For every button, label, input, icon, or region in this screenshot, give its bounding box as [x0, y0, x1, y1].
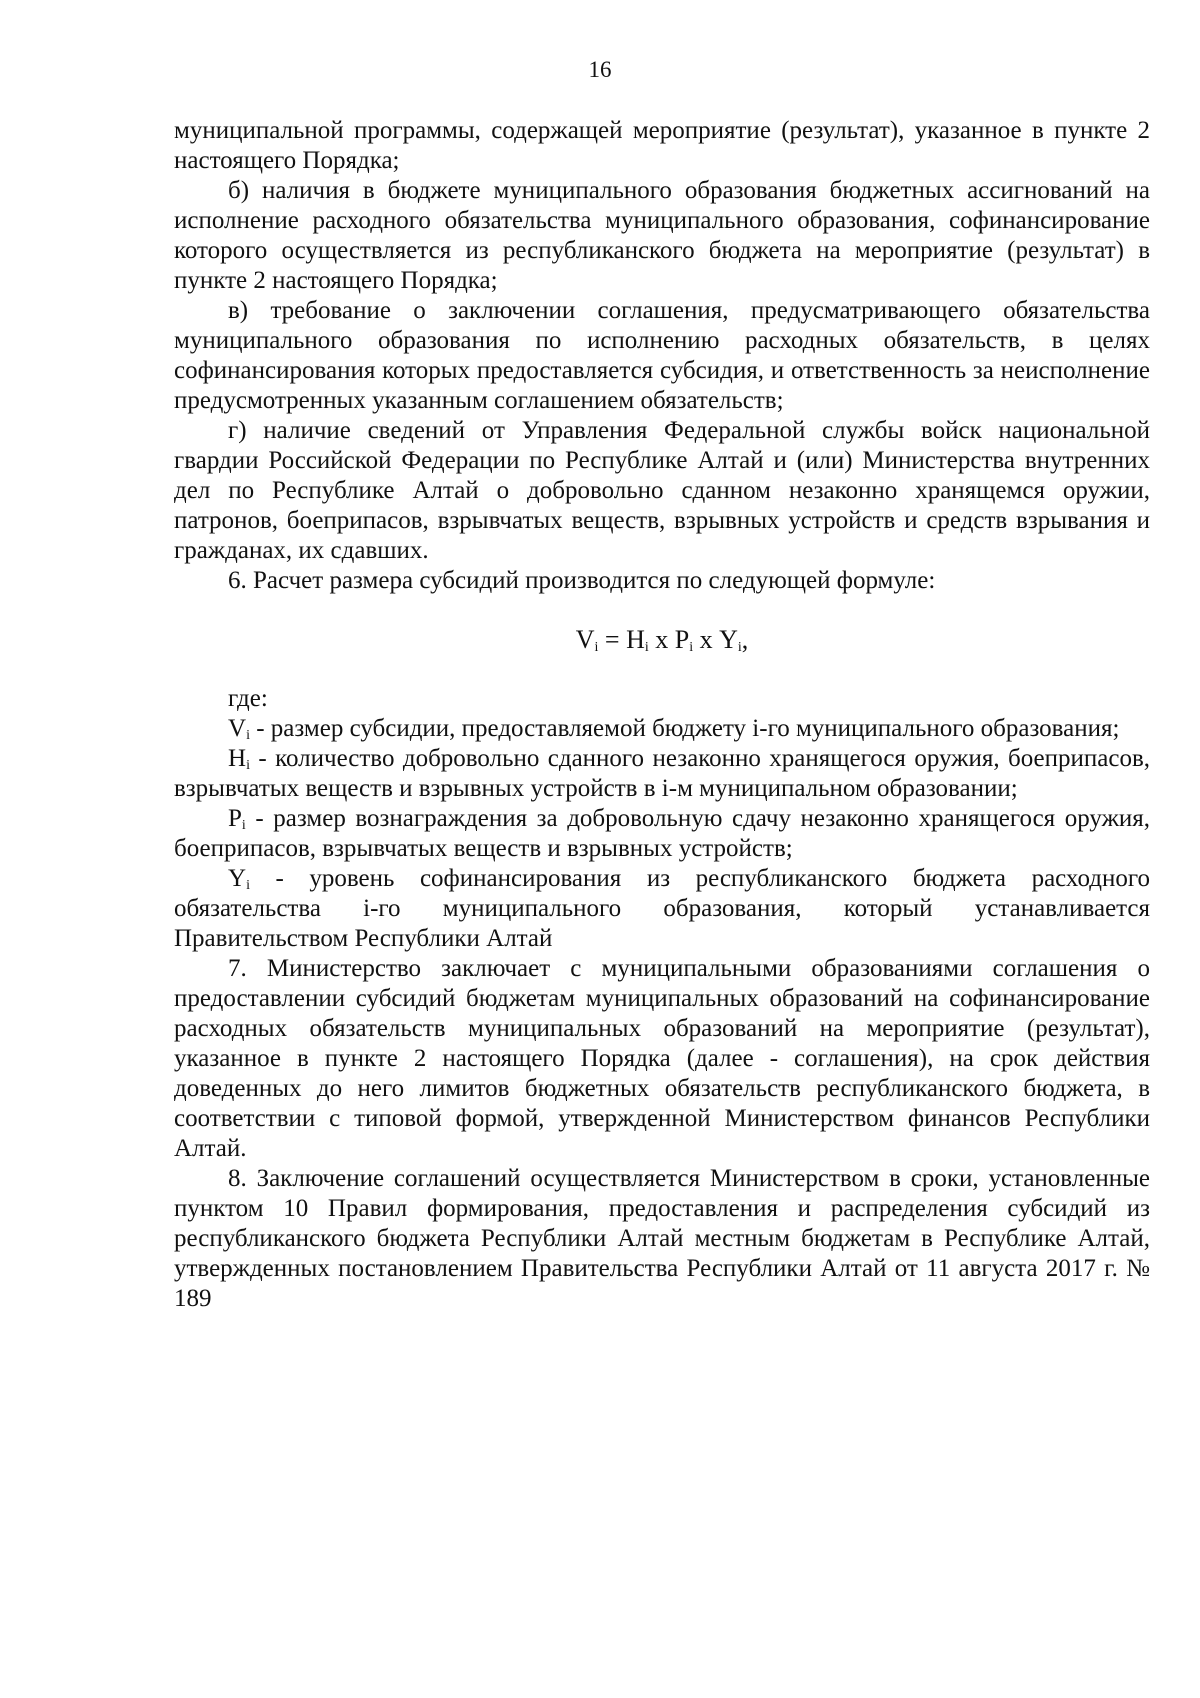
formula-end: ,: [741, 625, 749, 654]
definition-h: [174, 744, 1150, 804]
document-body: [174, 116, 1150, 1314]
formula-eq: =: [598, 625, 627, 654]
definition-h-sub: i: [246, 758, 250, 773]
paragraph-7: 7. Министерство заключает с муниципальными образованиями соглашения о предоставлении субсидий бюджетам муниципальных образований на софинансирование расходных обязательств муниципальных образований на мероприятие (результат), указанное в пункте 2 настоящего Порядка (далее - соглашения), на срок действия доведенных до него лимитов бюджетных обязательств республиканского бюджета, в соответствии с типовой формой, утвержденной Министерством финансов Республики Алтай.: [174, 955, 1150, 1162]
definition-v-symbol: V: [228, 715, 247, 742]
definition-v-text: - размер субсидии, предоставляемой бюджету i-го муниципального образования;: [249, 715, 1120, 742]
definition-y-symbol: Y: [228, 865, 247, 892]
definition-p: [174, 804, 1150, 864]
page-number: 16: [588, 57, 612, 82]
formula-p: Р: [674, 625, 690, 654]
definition-y-sub: i: [246, 878, 250, 893]
definition-v-sub: i: [246, 728, 250, 743]
formula-h-sub: i: [644, 640, 649, 655]
formula-h: Н: [626, 625, 645, 654]
definition-y-text: - уровень софинансирования из республиканского бюджета расходного обязательства i-го муниципального образования, который устанавливается Правительством Республики Алтай: [174, 865, 1150, 952]
subsidy-formula: [174, 620, 1150, 660]
definition-v: [174, 714, 1150, 744]
definition-y: [174, 864, 1150, 954]
paragraph-item-b: б) наличия в бюджете муниципального образования бюджетных ассигнований на исполнение расходного обязательства муниципального образования, софинансирование которого осуществляется из республиканского бюджета на мероприятие (результат) в пункте 2 настоящего Порядка;: [174, 177, 1150, 294]
formula-v: V: [575, 625, 595, 654]
formula-p-sub: i: [689, 640, 694, 655]
formula-times-2: х: [693, 625, 720, 654]
formula-y: Y: [719, 625, 738, 654]
definition-p-symbol: Р: [228, 805, 242, 832]
paragraph-item-v: в) требование о заключении соглашения, предусматривающего обязательства муниципального образования по исполнению расходных обязательств, в целях софинансирования которых предоставляется субсидия, и ответственность за неисполнение предусмотренных указанным соглашением обязательств;: [174, 297, 1150, 414]
paragraph-6: 6. Расчет размера субсидий производится по следующей формуле:: [228, 567, 936, 594]
paragraph-8: 8. Заключение соглашений осуществляется Министерством в сроки, установленные пунктом 10 Правил формирования, предоставления и распределения субсидий из республиканского бюджета Республики Алтай местным бюджетам в Республике Алтай, утвержденных постановлением Правительства Республики Алтай от 11 августа 2017 г. № 189: [174, 1165, 1150, 1312]
where-label: где:: [228, 685, 268, 712]
paragraph-item-g: г) наличие сведений от Управления Федеральной службы войск национальной гвардии Российской Федерации по Республике Алтай и (или) Министерства внутренних дел по Республике Алтай о добровольно сданном незаконно хранящемся оружии, патронов, боеприпасов, взрывчатых веществ, взрывных устройств и средств взрывания и гражданах, их сдавших.: [174, 417, 1150, 564]
definition-p-text: - размер вознаграждения за добровольную сдачу незаконно хранящегося оружия, боеприпасов, взрывчатых веществ и взрывных устройств;: [174, 805, 1150, 862]
definition-p-sub: i: [241, 818, 246, 833]
formula-v-sub: i: [594, 640, 599, 655]
paragraph-continuation: муниципальной программы, содержащей мероприятие (результат), указанное в пункте 2 настоящего Порядка;: [174, 117, 1150, 174]
formula-y-sub: i: [737, 640, 742, 655]
definition-h-text: - количество добровольно сданного незаконно хранящегося оружия, боеприпасов, взрывчатых веществ и взрывных устройств в i-м муниципальном образовании;: [174, 745, 1150, 802]
formula-times-1: х: [648, 625, 675, 654]
definition-h-symbol: Н: [228, 745, 247, 772]
